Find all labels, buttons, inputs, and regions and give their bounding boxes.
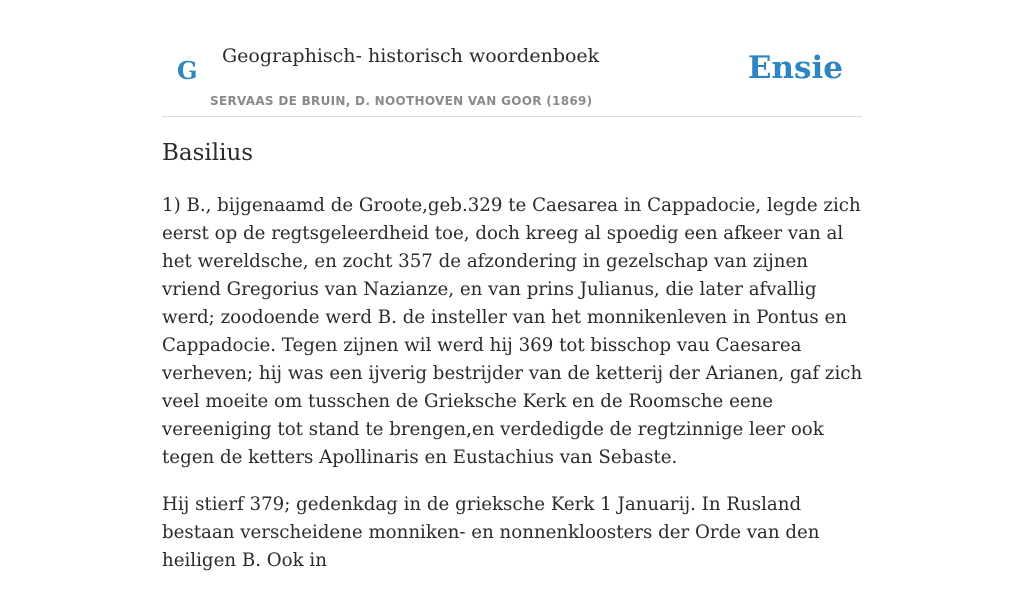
ensie-logo-link[interactable]: Ensie bbox=[747, 50, 843, 86]
book-authors: SERVAAS DE BRUIN, D. NOOTHOVEN VAN GOOR (1869) bbox=[210, 94, 593, 108]
book-letter-badge: G bbox=[177, 56, 198, 85]
book-header bbox=[162, 0, 862, 117]
entry-body bbox=[162, 192, 866, 594]
entry-paragraph: Hij stierf 379; gedenkdag in de grieksche Kerk 1 Januarij. In Rusland bestaan verscheidene monniken- en nonnenkloosters der Orde van den heiligen B. Ook in bbox=[162, 494, 820, 571]
book-title-link[interactable]: Geographisch- historisch woordenboek bbox=[222, 45, 600, 67]
entry-paragraph: 1) B., bijgenaamd de Groote,geb.329 te Caesarea in Cappadocie, legde zich eerst op de regtsgeleerdheid toe, doch kreeg al spoedig een afkeer van al het wereldsche, en zocht 357 de afzondering in gezelschap van zijnen vriend Gregorius van Nazianze, en van prins Julianus, die later afvallig werd; zoodoende werd B. de insteller van het monnikenleven in Pontus en Cappadocie. Tegen zijnen wil werd hij 369 tot bisschop vau Caesarea verheven; hij was een ijverig bestrijder van de ketterij der Arianen, gaf zich veel moeite om tusschen de Grieksche Kerk en de Roomsche eene vereeniging tot stand te brengen,en verdedigde de regtzinnige leer ook tegen de ketters Apollinaris en Eustachius van Sebaste. bbox=[162, 195, 863, 468]
entry-title: Basilius bbox=[162, 140, 254, 166]
